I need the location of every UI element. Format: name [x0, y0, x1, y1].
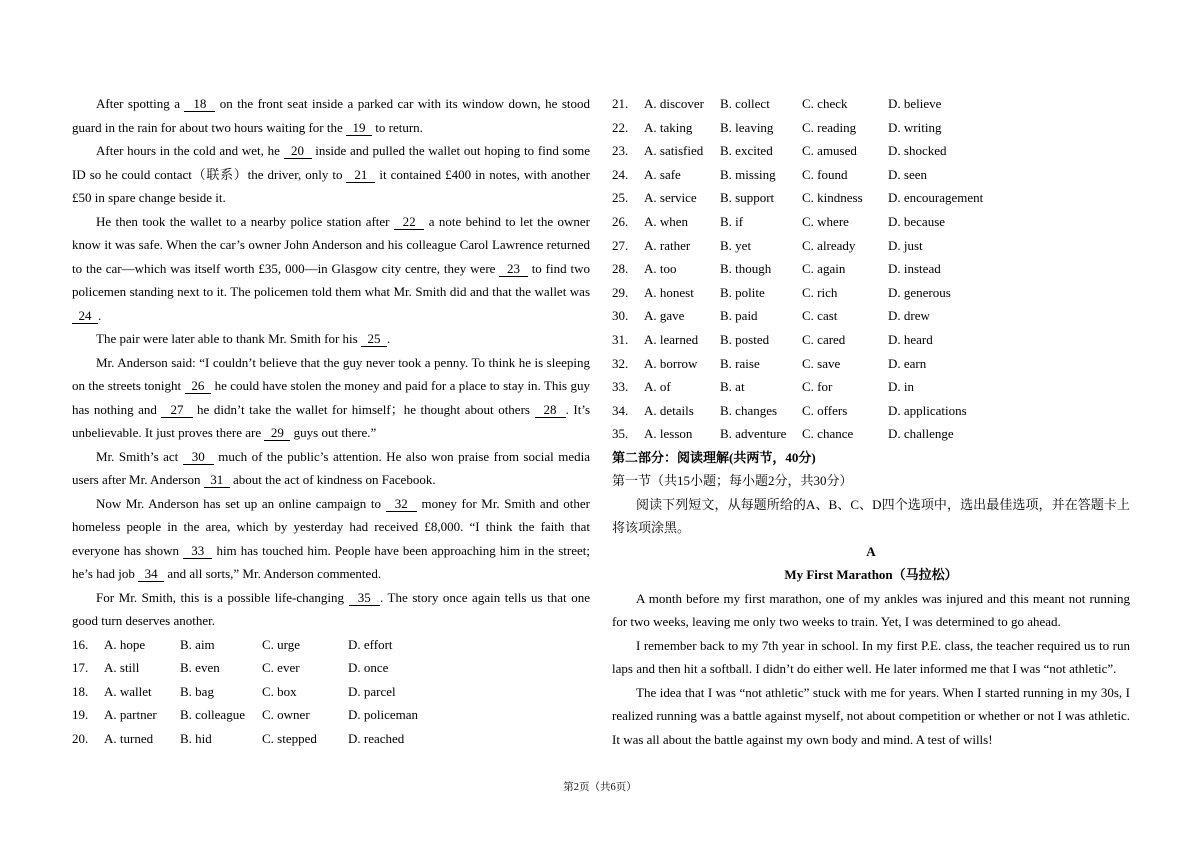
question-number: 32. [612, 355, 629, 371]
question-number: 19. [72, 707, 89, 723]
passage-label: A [866, 543, 876, 559]
option-c: C. box [262, 683, 297, 699]
question-number: 24. [612, 166, 629, 182]
question-number: 23. [612, 143, 629, 159]
option-b: B. aim [180, 636, 215, 652]
option-row [612, 186, 1130, 210]
cloze-blank: 31 [203, 472, 230, 487]
cloze-blank: 35 [348, 589, 380, 605]
option-c: C. offers [802, 402, 848, 418]
option-a: A. safe [644, 166, 681, 182]
option-row [72, 703, 590, 727]
option-b: B. hid [180, 730, 212, 746]
option-b: B. even [180, 660, 220, 676]
passage-title: My First Marathon（马拉松） [784, 567, 958, 583]
cloze-paragraph: The pair were later able to thank Mr. Smith for his 25 . [96, 331, 391, 346]
cloze-blank: 19 [346, 119, 373, 135]
option-d: D. in [888, 379, 914, 395]
option-b: B. changes [720, 402, 778, 418]
cloze-blank: 25 [360, 331, 387, 346]
option-b: B. paid [720, 308, 758, 324]
option-a: A. partner [104, 707, 157, 723]
cloze-blank: 20 [283, 143, 312, 158]
option-d: D. writing [888, 119, 942, 135]
option-d: D. seen [888, 166, 927, 182]
option-row [612, 399, 1130, 423]
option-row [612, 328, 1130, 352]
cloze-paragraph: For Mr. Smith, this is a possible life-changing 35 . The story once again tells us that one good turn deserves another. [72, 589, 591, 628]
option-c: C. check [802, 96, 848, 111]
question-number: 22. [612, 119, 629, 135]
cloze-blank: 24 [72, 307, 98, 323]
option-b: B. if [720, 213, 744, 229]
question-number: 29. [612, 284, 629, 300]
question-number: 26. [612, 213, 629, 229]
option-c: C. already [802, 237, 856, 253]
option-d: D. effort [348, 636, 393, 652]
section-heading: 第二部分：阅读理解(共两节，40分) [612, 449, 816, 465]
option-b: B. collect [720, 96, 770, 111]
option-row [612, 281, 1130, 305]
option-b: B. raise [720, 355, 760, 371]
option-d: D. generous [888, 284, 951, 300]
option-a: A. turned [104, 730, 154, 746]
option-c: C. kindness [802, 190, 863, 206]
option-a: A. lesson [644, 426, 693, 442]
cloze-blank: 21 [346, 166, 376, 182]
option-d: D. parcel [348, 683, 396, 699]
option-b: B. colleague [180, 707, 245, 723]
cloze-paragraph: Mr. Anderson said: “I couldn’t believe that the guy never took a penny. To think he is sleeping on the streets tonight 26 he could have stolen the money and paid for a place to stay in. This guy has nothing and 27 he didn’t take the wallet for himself；he thought about others 28 . It’s unbelievable. It just proves there are 29 guys out there.” [72, 354, 590, 440]
option-row [612, 116, 1130, 140]
cloze-blank: 22 [393, 213, 425, 229]
option-row [612, 257, 1130, 281]
cloze-blank: 29 [264, 425, 291, 440]
option-b: B. missing [720, 166, 776, 182]
options-right [612, 92, 1130, 446]
question-number: 30. [612, 308, 629, 324]
option-c: C. reading [802, 119, 857, 135]
left-column [72, 92, 590, 751]
question-number: 34. [612, 402, 629, 418]
option-a: A. wallet [104, 683, 152, 699]
option-a: A. discover [644, 96, 704, 111]
cloze-paragraph: After hours in the cold and wet, he 20 inside and pulled the wallet out hoping to find some ID so he could contact（联系）the driver, only to 21 it contained £400 in notes, with another £50 in spare change beside it. [72, 143, 591, 205]
question-number: 33. [612, 379, 629, 395]
option-a: A. details [644, 402, 694, 418]
option-a: A. learned [644, 331, 699, 347]
option-row [612, 210, 1130, 234]
cloze-blank: 32 [385, 495, 417, 511]
option-row [72, 656, 590, 680]
option-row [612, 304, 1130, 328]
question-number: 27. [612, 237, 629, 253]
option-c: C. chance [802, 426, 854, 442]
option-d: D. because [888, 213, 946, 229]
option-row [72, 633, 590, 657]
option-d: D. applications [888, 402, 967, 418]
question-number: 31. [612, 331, 629, 347]
option-a: A. of [644, 379, 671, 395]
option-c: C. save [802, 355, 841, 371]
option-d: D. earn [888, 355, 927, 371]
subsection-heading: 第一节（共15小题；每小题2分，共30分） [612, 473, 853, 489]
option-row [612, 234, 1130, 258]
option-c: C. found [802, 166, 848, 182]
option-b: B. bag [180, 683, 214, 699]
question-number: 25. [612, 190, 629, 206]
reading-instructions: 阅读下列短文，从每题所给的A、B、C、D四个选项中，选出最佳选项，并在答题卡上将该项涂黑。 [612, 496, 1130, 536]
option-d: D. believe [888, 96, 942, 111]
option-row [612, 92, 1130, 116]
option-c: C. for [802, 379, 833, 395]
option-row [72, 727, 590, 751]
passage-paragraph: The idea that I was “not athletic” stuck with me for years. When I started running in my 30s, I realized running was a battle against myself, not about competition or whether or not I was athletic. It was all about the battle against my own body and mind. A test of wills! [612, 684, 1130, 747]
option-a: A. too [644, 261, 677, 277]
option-a: A. still [104, 660, 140, 676]
question-number: 35. [612, 426, 629, 442]
question-number: 17. [72, 660, 89, 676]
option-b: B. yet [720, 237, 752, 253]
option-row [612, 422, 1130, 446]
cloze-blank: 30 [182, 448, 214, 464]
option-a: A. satisfied [644, 143, 704, 159]
option-row [612, 163, 1130, 187]
option-row [612, 139, 1130, 163]
question-number: 20. [72, 730, 89, 746]
question-number: 18. [72, 683, 89, 699]
option-d: D. just [888, 237, 923, 253]
option-a: A. borrow [644, 355, 698, 371]
option-d: D. drew [888, 308, 930, 324]
option-d: D. once [348, 660, 389, 676]
option-d: D. instead [888, 261, 941, 277]
option-a: A. honest [644, 284, 694, 300]
option-c: C. owner [262, 707, 310, 723]
option-d: D. policeman [348, 707, 419, 723]
passage-paragraph: I remember back to my 7th year in school. In my first P.E. class, the teacher required us to run laps and then hit a softball. I didn’t do either well. He later informed me that I was “not athletic”. [612, 637, 1130, 677]
option-c: C. cast [802, 308, 838, 324]
option-c: C. rich [802, 284, 838, 300]
cloze-blank: 33 [183, 542, 213, 558]
reading-passage [612, 587, 1130, 752]
cloze-blank: 27 [161, 401, 193, 417]
option-b: B. support [720, 190, 775, 206]
option-a: A. taking [644, 119, 693, 135]
option-c: C. urge [262, 636, 301, 652]
option-b: B. at [720, 379, 745, 395]
option-a: A. when [644, 213, 689, 229]
cloze-paragraph: After spotting a 18 on the front seat inside a parked car with its window down, he stood guard in the rain for about two hours waiting for the 19 to return. [72, 96, 591, 135]
cloze-paragraph: Mr. Smith’s act 30 much of the public’s attention. He also won praise from social media users after Mr. Anderson 31 about the act of kindness on Facebook. [72, 448, 591, 487]
option-c: C. cared [802, 331, 846, 347]
cloze-blank: 23 [499, 260, 528, 276]
option-c: C. stepped [262, 730, 317, 746]
page-footer: 第2页（共6页） [563, 782, 637, 793]
option-row [612, 375, 1130, 399]
option-d: D. shocked [888, 143, 947, 159]
option-b: B. excited [720, 143, 773, 159]
question-number: 21. [612, 96, 629, 111]
option-a: A. gave [644, 308, 685, 324]
option-b: B. adventure [720, 426, 787, 442]
cloze-blank: 18 [184, 96, 216, 111]
question-number: 16. [72, 636, 89, 652]
passage-paragraph: A month before my first marathon, one of my ankles was injured and this meant not running for two weeks, leaving me only two weeks to train. Yet, I was determined to go ahead. [612, 590, 1130, 630]
cloze-paragraph: Now Mr. Anderson has set up an online campaign to 32 money for Mr. Smith and other homeless people in the area, which by yesterday had received £8,000. “I think the faith that everyone has shown 33 him has touched him. People have been approaching him in the street; he’s had job 34 and all sorts,” Mr. Anderson commented. [72, 495, 591, 581]
option-c: C. again [802, 261, 846, 277]
option-b: B. leaving [720, 119, 774, 135]
cloze-blank: 34 [138, 566, 165, 581]
option-a: A. rather [644, 237, 691, 253]
option-d: D. reached [348, 730, 405, 746]
option-c: C. ever [262, 660, 300, 676]
option-d: D. challenge [888, 426, 954, 442]
options-left [72, 633, 590, 751]
option-a: A. service [644, 190, 697, 206]
question-number: 28. [612, 261, 629, 277]
option-d: D. encouragement [888, 190, 984, 206]
cloze-blank: 28 [534, 401, 566, 417]
option-b: B. though [720, 261, 772, 277]
option-a: A. hope [104, 636, 146, 652]
option-c: C. where [802, 213, 849, 229]
cloze-blank: 26 [184, 378, 212, 393]
cloze-paragraph: He then took the wallet to a nearby police station after 22 a note behind to let the owner know it was safe. When the car’s owner John Anderson and his colleague Carol Lawrence returned to the car—which was itself worth £35, 000—in Glasgow city centre, they were 23 to find two policemen standing next to it. The policemen told them what Mr. Smith did and that the wallet was 24 . [72, 213, 591, 323]
option-b: B. polite [720, 284, 765, 300]
right-column [612, 92, 1130, 751]
option-c: C. amused [802, 143, 857, 159]
option-d: D. heard [888, 331, 933, 347]
option-row [612, 352, 1130, 376]
cloze-passage [72, 92, 590, 633]
option-b: B. posted [720, 331, 770, 347]
option-row [72, 680, 590, 704]
